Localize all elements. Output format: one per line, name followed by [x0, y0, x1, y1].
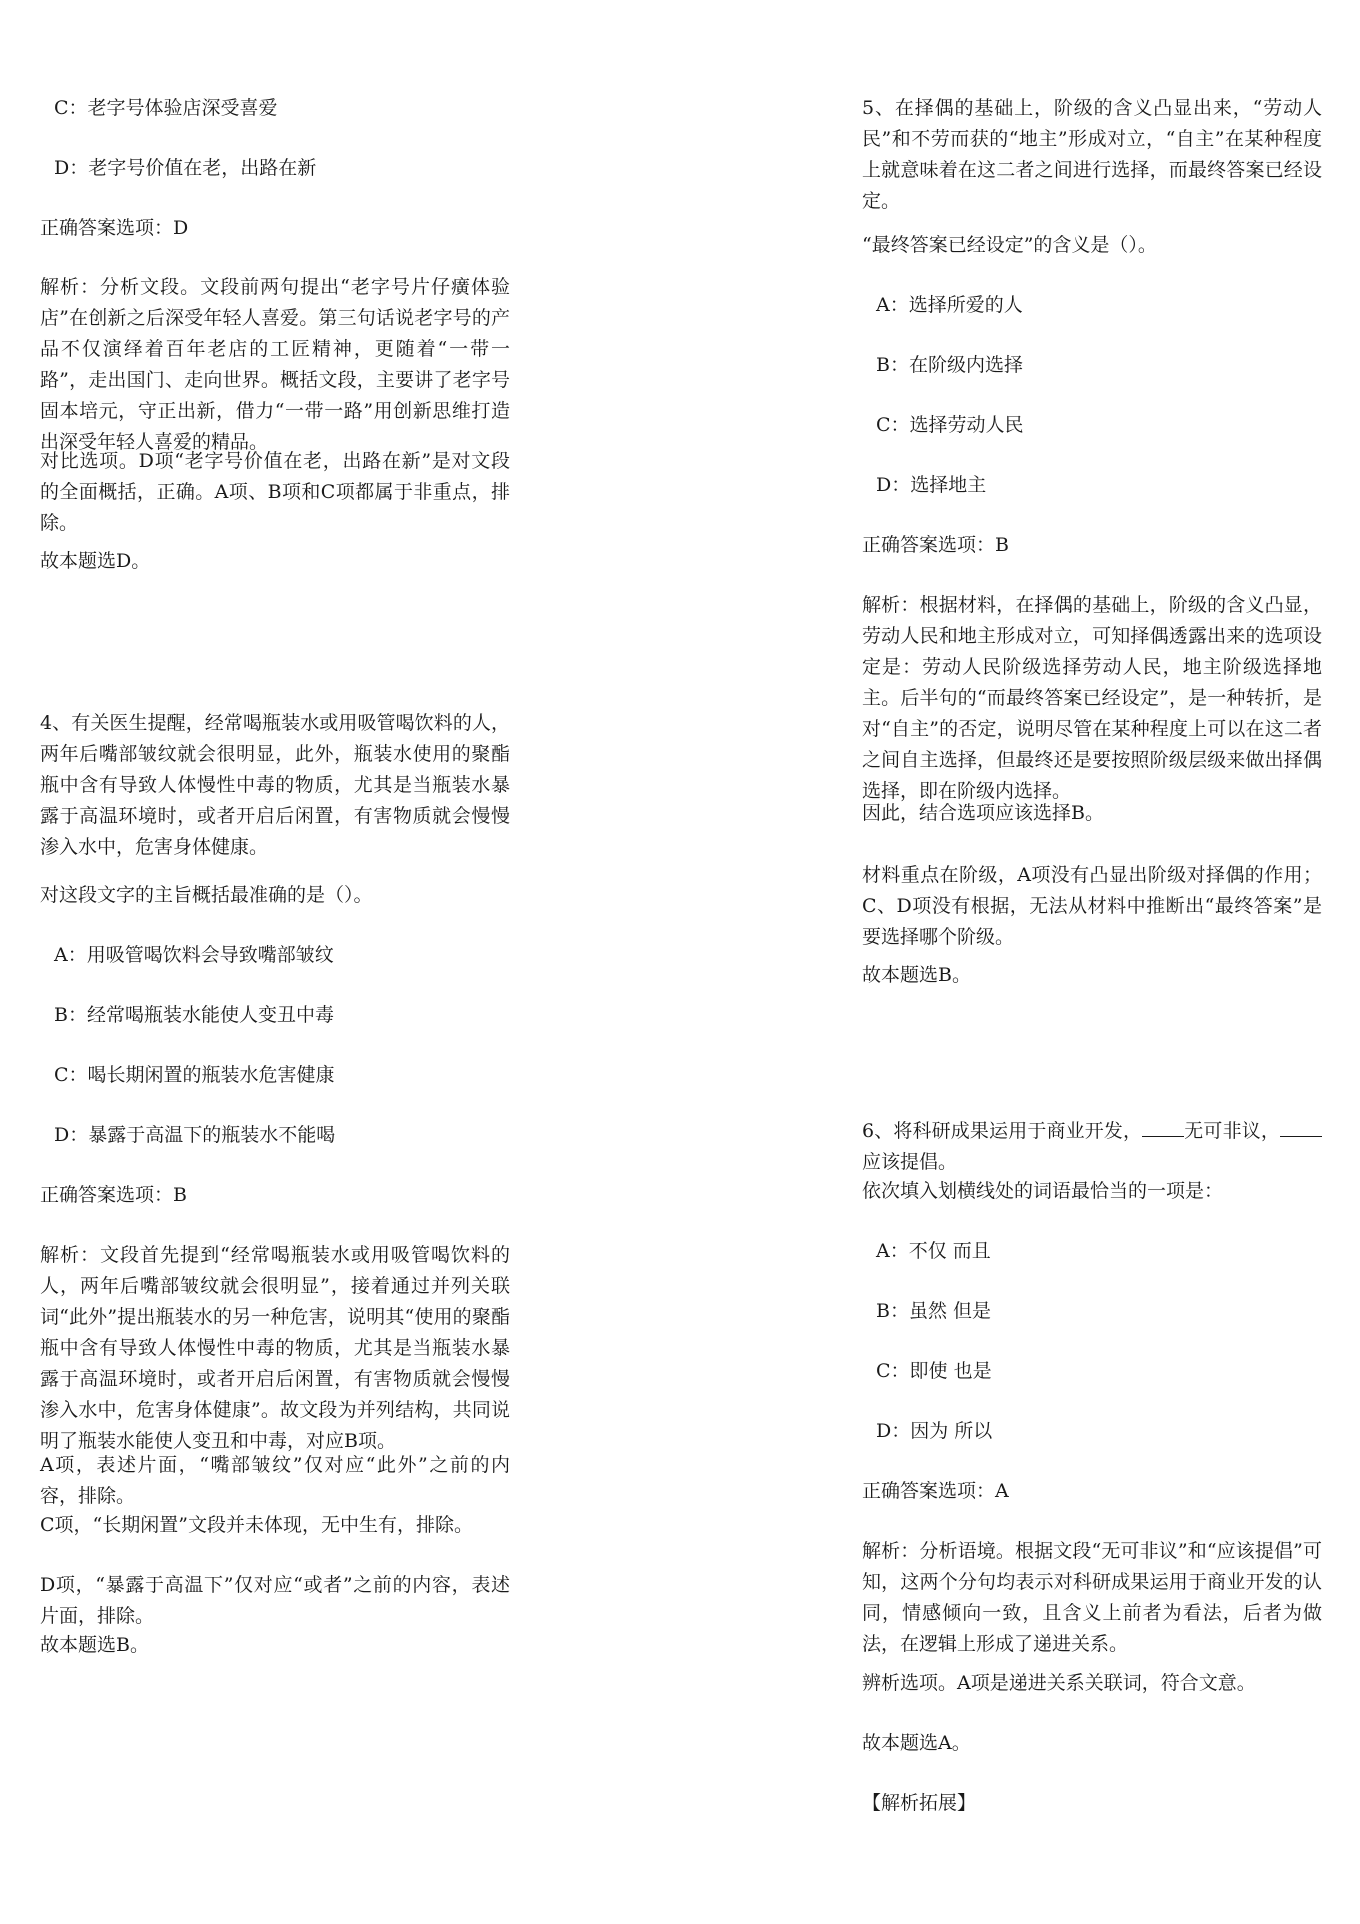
q4-analysis-a: A项，表述片面，“嘴部皱纹”仅对应“此外”之前的内容，排除。	[40, 1454, 510, 1507]
q6-option-c: C：即使 也是	[876, 1360, 992, 1382]
q4-option-d: D：暴露于高温下的瓶装水不能喝	[54, 1124, 336, 1146]
q3-option-c: C：老字号体验店深受喜爱	[54, 97, 278, 119]
q6-extension-heading: 【解析拓展】	[862, 1792, 977, 1814]
q6-question: 依次填入划横线处的词语最恰当的一项是：	[862, 1180, 1224, 1202]
q5-answer: 正确答案选项：B	[862, 534, 1009, 556]
q3-answer: 正确答案选项：D	[40, 217, 189, 239]
q3-conclusion: 故本题选D。	[40, 550, 151, 572]
q6-stem	[862, 1116, 1322, 1178]
q6-blank-2	[1280, 1116, 1322, 1137]
q6-option-b: B：虽然 但是	[876, 1300, 992, 1322]
q6-analysis: 解析：分析语境。根据文段“无可非议”和“应该提倡”可知，这两个分句均表示对科研成果运用于商业开发的认同，情感倾向一致，且含义上前者为看法，后者为做法，在逻辑上形成了递进关系。	[862, 1540, 1322, 1655]
q4-option-a: A：用吸管喝饮料会导致嘴部皱纹	[54, 944, 334, 966]
q6-stem-part1: 6、将科研成果运用于商业开发，	[862, 1120, 1143, 1142]
q5-option-c: C：选择劳动人民	[876, 414, 1024, 436]
q5-material-note: 材料重点在阶级，A项没有凸显出阶级对择偶的作用；C、D项没有根据，无法从材料中推断出“最终答案”是要选择哪个阶级。	[862, 864, 1322, 948]
q3-analysis: 解析：分析文段。文段前两句提出“老字号片仔癀体验店”在创新之后深受年轻人喜爱。第三句话说老字号的产品不仅演绎着百年老店的工匠精神，更随着“一带一路”，走出国门、走向世界。概括文段，主要讲了老字号固本培元，守正出新，借力“一带一路”用创新思维打造出深受年轻人喜爱的精品。	[40, 276, 510, 453]
q5-stem: 5、在择偶的基础上，阶级的含义凸显出来，“劳动人民”和不劳而获的“地主”形成对立，“自主”在某种程度上就意味着在这二者之间进行选择，而最终答案已经设定。	[862, 97, 1322, 212]
q4-option-c: C：喝长期闲置的瓶装水危害健康	[54, 1064, 335, 1086]
q6-blank-1	[1142, 1116, 1184, 1137]
q4-option-b: B：经常喝瓶装水能使人变丑中毒	[54, 1004, 334, 1026]
q5-option-a: A：选择所爱的人	[876, 294, 1023, 316]
q3-option-d: D：老字号价值在老，出路在新	[54, 157, 317, 179]
q4-answer: 正确答案选项：B	[40, 1184, 187, 1206]
q6-option-d: D：因为 所以	[876, 1420, 993, 1442]
q6-stem-part2: 无可非议，	[1184, 1120, 1280, 1142]
q6-option-discrimination: 辨析选项。A项是递进关系关联词，符合文意。	[862, 1672, 1256, 1694]
q5-therefore: 因此，结合选项应该选择B。	[862, 802, 1104, 824]
q5-option-b: B：在阶级内选择	[876, 354, 1023, 376]
q4-question: 对这段文字的主旨概括最准确的是（）。	[40, 884, 373, 906]
q4-analysis-c: C项，“长期闲置”文段并未体现，无中生有，排除。	[40, 1514, 473, 1536]
q5-question: “最终答案已经设定”的含义是（）。	[862, 234, 1157, 256]
q4-analysis-d: D项，“暴露于高温下”仅对应“或者”之前的内容，表述片面，排除。	[40, 1574, 510, 1627]
q5-option-d: D：选择地主	[876, 474, 987, 496]
q4-conclusion: 故本题选B。	[40, 1634, 149, 1656]
q4-analysis: 解析：文段首先提到“经常喝瓶装水或用吸管喝饮料的人，两年后嘴部皱纹就会很明显”，接着通过并列关联词“此外”提出瓶装水的另一种危害，说明其“使用的聚酯瓶中含有导致人体慢性中毒的物质，尤其是当瓶装水暴露于高温环境时，或者开启后闲置，有害物质就会慢慢渗入水中，危害身体健康”。故文段为并列结构，共同说明了瓶装水能使人变丑和中毒，对应B项。	[40, 1244, 510, 1452]
q6-stem-part3: 应该提倡。	[862, 1151, 958, 1173]
q6-answer: 正确答案选项：A	[862, 1480, 1009, 1502]
q6-option-a: A：不仅 而且	[876, 1240, 991, 1262]
q5-analysis: 解析：根据材料，在择偶的基础上，阶级的含义凸显，劳动人民和地主形成对立，可知择偶透露出来的选项设定是：劳动人民阶级选择劳动人民，地主阶级选择地主。后半句的“而最终答案已经设定”，是一种转折，是对“自主”的否定，说明尽管在某种程度上可以在这二者之间自主选择，但最终还是要按照阶级层级来做出择偶选择，即在阶级内选择。	[862, 594, 1322, 802]
q6-conclusion: 故本题选A。	[862, 1732, 971, 1754]
q4-stem: 4、有关医生提醒，经常喝瓶装水或用吸管喝饮料的人，两年后嘴部皱纹就会很明显，此外，瓶装水使用的聚酯瓶中含有导致人体慢性中毒的物质，尤其是当瓶装水暴露于高温环境时，或者开启后闲置，有害物质就会慢慢渗入水中，危害身体健康。	[40, 712, 510, 858]
q5-conclusion: 故本题选B。	[862, 964, 971, 986]
q3-option-comparison: 对比选项。D项“老字号价值在老，出路在新”是对文段的全面概括，正确。A项、B项和C项都属于非重点，排除。	[40, 450, 510, 534]
